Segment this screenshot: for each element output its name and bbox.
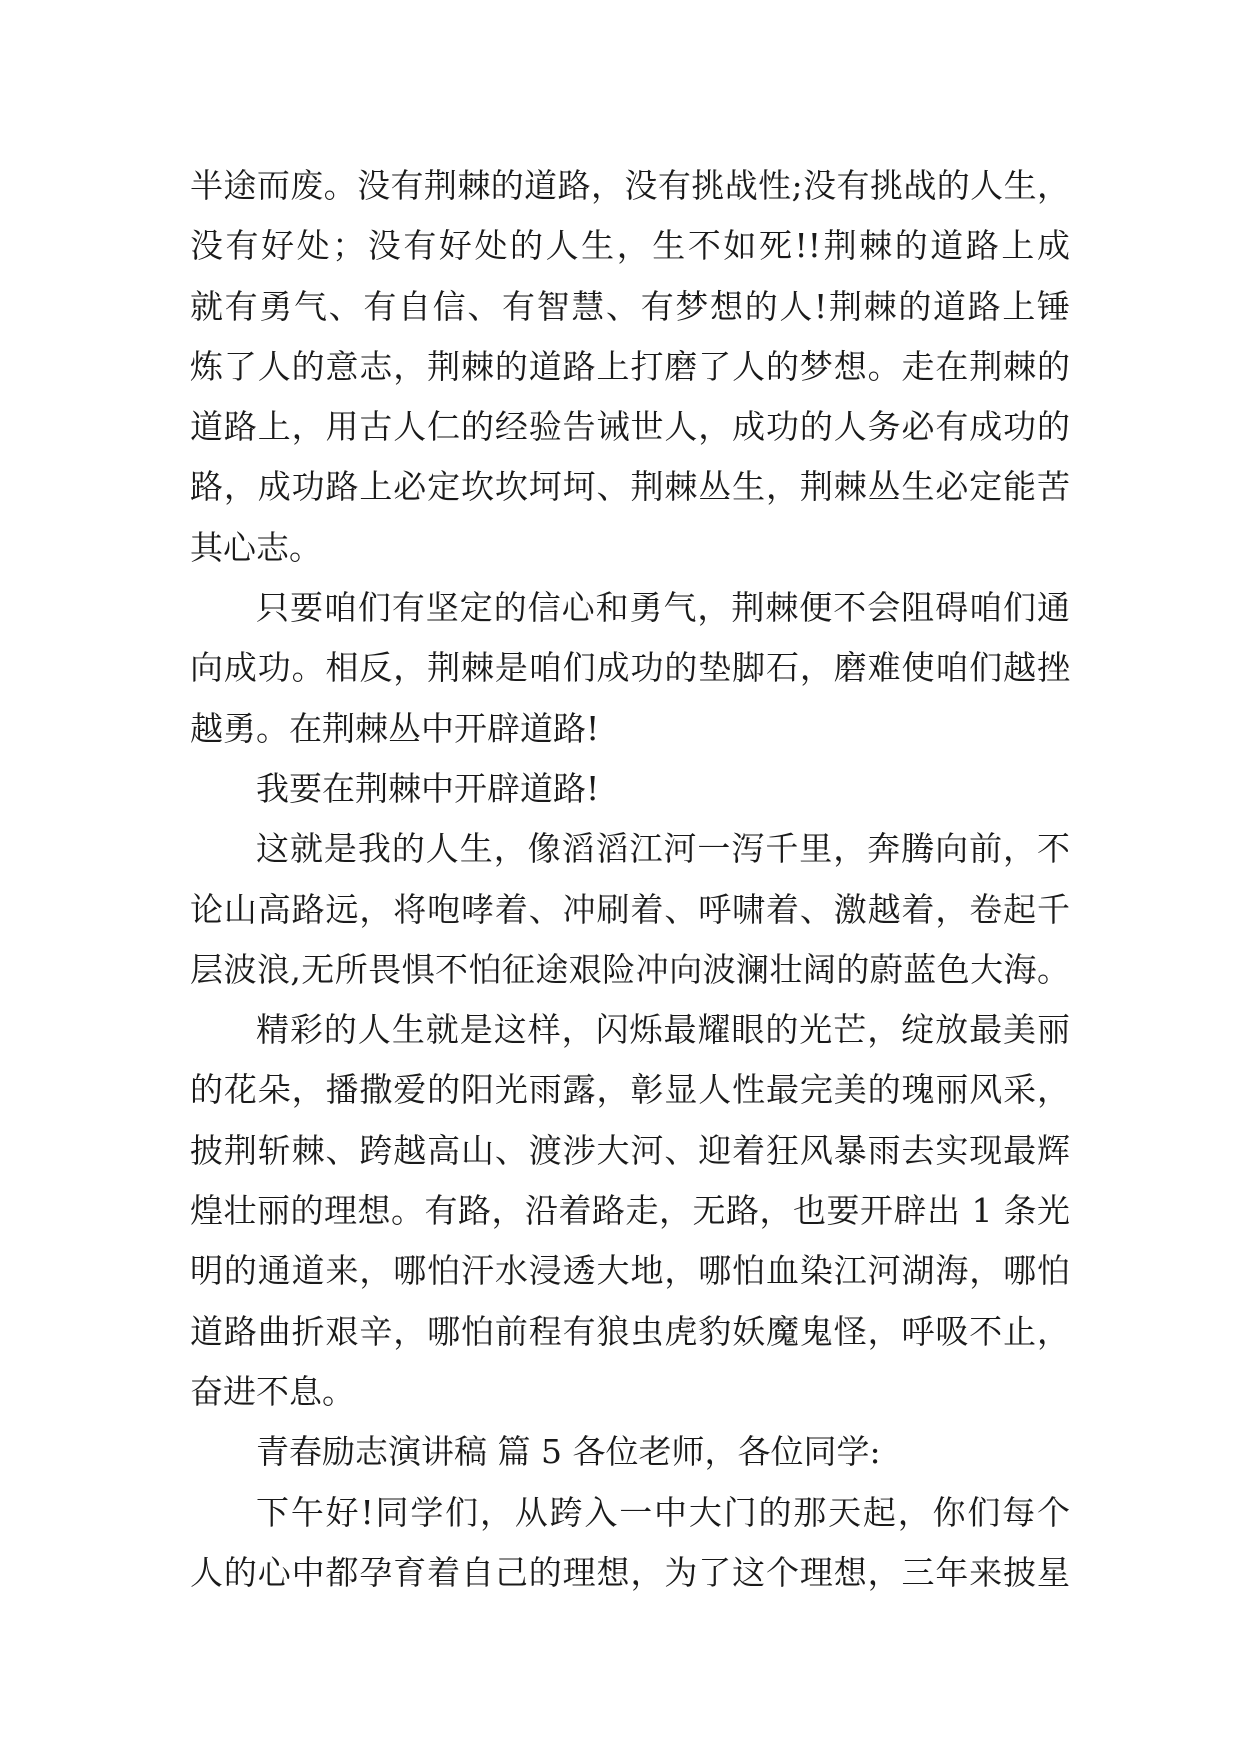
text-line: 越勇。在荆棘丛中开辟道路! xyxy=(190,708,600,748)
text-line: 奋进不息。 xyxy=(190,1371,355,1411)
text-line: 半途而废。没有荆棘的道路，没有挑战性;没有挑战的人生， xyxy=(190,166,1070,205)
text-line: 下午好!同学们，从跨入一中大门的那天起，你们每个 xyxy=(256,1492,1070,1532)
text-line: 向成功。相反，荆棘是咱们成功的垫脚石，磨难使咱们越挫 xyxy=(190,648,1070,688)
text-line: 路，成功路上必定坎坎坷坷、荆棘丛生，荆棘丛生必定能苦 xyxy=(190,467,1070,507)
text-line: 披荆斩棘、跨越高山、渡涉大河、迎着狂风暴雨去实现最辉 xyxy=(190,1130,1070,1170)
text-line: 煌壮丽的理想。有路，沿着路走，无路，也要开辟出 1 条光 xyxy=(190,1191,1070,1231)
text-line: 这就是我的人生，像滔滔江河一泻千里，奔腾向前，不 xyxy=(256,829,1070,869)
text-line: 论山高路远，将咆哮着、冲刷着、呼啸着、激越着，卷起千 xyxy=(190,889,1070,929)
text-line: 人的心中都孕育着自己的理想，为了这个理想，三年来披星 xyxy=(190,1552,1070,1592)
text-line: 其心志。 xyxy=(190,527,322,567)
text-line: 道路上，用古人仁的经验告诫世人，成功的人务必有成功的 xyxy=(190,407,1070,447)
text-line: 的花朵，播撒爱的阳光雨露，彰显人性最完美的瑰丽风采， xyxy=(190,1070,1070,1110)
text-line: 没有好处；没有好处的人生，生不如死!!荆棘的道路上成 xyxy=(190,226,1070,266)
text-line: 我要在荆棘中开辟道路! xyxy=(256,768,600,808)
text-line: 精彩的人生就是这样，闪烁最耀眼的光芒，绽放最美丽 xyxy=(256,1010,1070,1050)
text-line: 就有勇气、有自信、有智慧、有梦想的人!荆棘的道路上锤 xyxy=(190,286,1070,326)
text-line: 明的通道来，哪怕汗水浸透大地，哪怕血染江河湖海，哪怕 xyxy=(190,1251,1070,1291)
text-line: 炼了人的意志，荆棘的道路上打磨了人的梦想。走在荆棘的 xyxy=(190,346,1070,386)
text-line: 道路曲折艰辛，哪怕前程有狼虫虎豹妖魔鬼怪，呼吸不止， xyxy=(190,1311,1070,1351)
document-body xyxy=(190,156,1070,1603)
text-line: 层波浪,无所畏惧不怕征途艰险冲向波澜壮阔的蔚蓝色大海。 xyxy=(190,949,1070,989)
text-line: 只要咱们有坚定的信心和勇气，荆棘便不会阻碍咱们通 xyxy=(256,588,1070,628)
text-line: 青春励志演讲稿 篇 5 各位老师，各位同学: xyxy=(256,1432,881,1472)
